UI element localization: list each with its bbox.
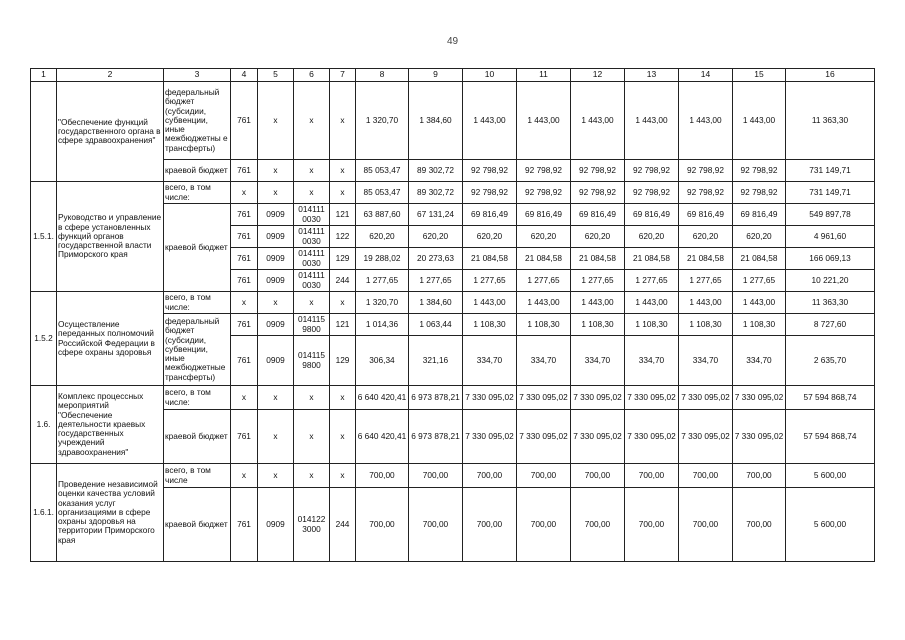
target-article-cell: 014111 0030 [294,204,330,226]
year-value-cell: 700,00 [463,488,517,562]
year-value-cell: 700,00 [356,464,409,488]
year-value-cell: 1 443,00 [517,82,571,160]
year-value-cell: 700,00 [571,464,625,488]
table-row [31,182,875,204]
total-cell: 57 594 868,74 [786,410,875,464]
year-value-cell: 69 816,49 [517,204,571,226]
year-value-cell: 69 816,49 [463,204,517,226]
header-row [31,69,875,82]
expense-type-cell: 244 [330,488,356,562]
year-value-cell: 6 973 878,21 [409,410,463,464]
year-value-cell: 1 320,70 [356,82,409,160]
year-value-cell: 21 084,58 [463,248,517,270]
total-cell: 11 363,30 [786,292,875,314]
section-code-cell: х [258,82,294,160]
total-cell: 2 635,70 [786,336,875,386]
year-value-cell: 69 816,49 [625,204,679,226]
section-code-cell: х [258,386,294,410]
grbs-code-cell: 761 [231,204,258,226]
target-article-cell: х [294,160,330,182]
grbs-code-cell: х [231,464,258,488]
section-code-cell: 0909 [258,488,294,562]
year-value-cell: 1 277,65 [679,270,733,292]
year-value-cell: 92 798,92 [517,182,571,204]
expense-type-cell: 122 [330,226,356,248]
year-value-cell: 7 330 095,02 [679,410,733,464]
item-number-cell: 1.6. [31,386,57,464]
expense-type-cell: х [330,82,356,160]
section-code-cell: 0909 [258,314,294,336]
expense-type-cell: х [330,160,356,182]
year-value-cell: 1 443,00 [463,292,517,314]
year-value-cell: 21 084,58 [679,248,733,270]
year-value-cell: 92 798,92 [517,160,571,182]
funding-source-cell: краевой бюджет [164,410,231,464]
funding-source-cell: всего, в том числе: [164,182,231,204]
year-value-cell: 7 330 095,02 [625,410,679,464]
year-value-cell: 1 108,30 [733,314,786,336]
year-value-cell: 69 816,49 [733,204,786,226]
year-value-cell: 1 443,00 [733,292,786,314]
grbs-code-cell: 761 [231,488,258,562]
target-article-cell: 014115 9800 [294,314,330,336]
header-cell: 14 [679,69,733,82]
year-value-cell: 1 108,30 [625,314,679,336]
target-article-cell: 014122 3000 [294,488,330,562]
year-value-cell: 620,20 [625,226,679,248]
item-name-cell: "Обеспечение функций государственного органа в сфере здравоохранения" [57,82,164,182]
year-value-cell: 334,70 [625,336,679,386]
section-code-cell: 0909 [258,204,294,226]
year-value-cell: 1 014,36 [356,314,409,336]
expense-type-cell: 129 [330,248,356,270]
year-value-cell: 1 443,00 [571,82,625,160]
year-value-cell: 1 108,30 [517,314,571,336]
expense-type-cell: 244 [330,270,356,292]
year-value-cell: 1 277,65 [571,270,625,292]
total-cell: 5 600,00 [786,464,875,488]
year-value-cell: 1 384,60 [409,292,463,314]
target-article-cell: 014111 0030 [294,270,330,292]
year-value-cell: 1 277,65 [517,270,571,292]
year-value-cell: 1 108,30 [463,314,517,336]
total-cell: 10 221,20 [786,270,875,292]
item-number-cell: 1.5.2 [31,292,57,386]
year-value-cell: 1 277,65 [625,270,679,292]
header-cell: 9 [409,69,463,82]
table-row [31,82,875,160]
grbs-code-cell: х [231,182,258,204]
year-value-cell: 7 330 095,02 [463,410,517,464]
section-code-cell: 0909 [258,270,294,292]
year-value-cell: 620,20 [733,226,786,248]
funding-source-cell: всего, в том числе: [164,292,231,314]
item-name-cell: Руководство и управление в сфере установленных функций органов государственной власти Приморского края [57,182,164,292]
header-cell: 3 [164,69,231,82]
year-value-cell: 1 108,30 [679,314,733,336]
year-value-cell: 6 640 420,41 [356,386,409,410]
grbs-code-cell: х [231,292,258,314]
total-cell: 8 727,60 [786,314,875,336]
year-value-cell: 620,20 [571,226,625,248]
year-value-cell: 85 053,47 [356,182,409,204]
year-value-cell: 700,00 [409,464,463,488]
header-cell: 16 [786,69,875,82]
target-article-cell: х [294,82,330,160]
year-value-cell: 334,70 [517,336,571,386]
expense-type-cell: х [330,182,356,204]
target-article-cell: х [294,464,330,488]
year-value-cell: 1 277,65 [463,270,517,292]
year-value-cell: 1 443,00 [463,82,517,160]
funding-source-cell: всего, в том числе: [164,386,231,410]
year-value-cell: 6 973 878,21 [409,386,463,410]
grbs-code-cell: 761 [231,160,258,182]
header-cell: 15 [733,69,786,82]
target-article-cell: х [294,292,330,314]
item-name-cell: Проведение независимой оценки качества условий оказания услуг организациями в сфере охраны здоровья на территории Приморского края [57,464,164,562]
year-value-cell: 19 288,02 [356,248,409,270]
year-value-cell: 63 887,60 [356,204,409,226]
section-code-cell: 0909 [258,336,294,386]
year-value-cell: 1 443,00 [679,292,733,314]
target-article-cell: 014115 9800 [294,336,330,386]
year-value-cell: 92 798,92 [679,182,733,204]
expense-type-cell: 121 [330,314,356,336]
year-value-cell: 7 330 095,02 [463,386,517,410]
target-article-cell: х [294,182,330,204]
year-value-cell: 69 816,49 [679,204,733,226]
year-value-cell: 620,20 [679,226,733,248]
expense-type-cell: х [330,410,356,464]
year-value-cell: 92 798,92 [625,182,679,204]
funding-source-cell: федеральный бюджет (субсидии, субвенции, иные межбюджетные трансферты) [164,314,231,386]
year-value-cell: 700,00 [356,488,409,562]
header-cell: 5 [258,69,294,82]
year-value-cell: 1 384,60 [409,82,463,160]
year-value-cell: 7 330 095,02 [733,386,786,410]
year-value-cell: 92 798,92 [733,182,786,204]
year-value-cell: 1 443,00 [625,82,679,160]
grbs-code-cell: 761 [231,226,258,248]
item-name-cell: Комплекс процессных мероприятий "Обеспечение деятельности краевых государственных учреждений здравоохранения" [57,386,164,464]
year-value-cell: 92 798,92 [679,160,733,182]
year-value-cell: 1 277,65 [356,270,409,292]
total-cell: 166 069,13 [786,248,875,270]
year-value-cell: 700,00 [463,464,517,488]
year-value-cell: 700,00 [409,488,463,562]
funding-source-cell: краевой бюджет [164,160,231,182]
grbs-code-cell: 761 [231,82,258,160]
year-value-cell: 92 798,92 [625,160,679,182]
expense-type-cell: 129 [330,336,356,386]
target-article-cell: 014111 0030 [294,248,330,270]
header-cell: 13 [625,69,679,82]
year-value-cell: 700,00 [517,488,571,562]
year-value-cell: 1 443,00 [733,82,786,160]
year-value-cell: 620,20 [409,226,463,248]
year-value-cell: 700,00 [679,464,733,488]
year-value-cell: 7 330 095,02 [733,410,786,464]
header-cell: 6 [294,69,330,82]
year-value-cell: 89 302,72 [409,182,463,204]
year-value-cell: 89 302,72 [409,160,463,182]
header-cell: 10 [463,69,517,82]
total-cell: 731 149,71 [786,182,875,204]
year-value-cell: 1 320,70 [356,292,409,314]
table-row [31,292,875,314]
year-value-cell: 334,70 [733,336,786,386]
year-value-cell: 700,00 [679,488,733,562]
header-cell: 1 [31,69,57,82]
grbs-code-cell: 761 [231,270,258,292]
target-article-cell: 014111 0030 [294,226,330,248]
year-value-cell: 20 273,63 [409,248,463,270]
grbs-code-cell: 761 [231,314,258,336]
section-code-cell: х [258,410,294,464]
year-value-cell: 1 443,00 [679,82,733,160]
grbs-code-cell: х [231,386,258,410]
section-code-cell: 0909 [258,226,294,248]
year-value-cell: 6 640 420,41 [356,410,409,464]
year-value-cell: 700,00 [625,464,679,488]
year-value-cell: 700,00 [733,464,786,488]
total-cell: 731 149,71 [786,160,875,182]
year-value-cell: 306,34 [356,336,409,386]
year-value-cell: 21 084,58 [517,248,571,270]
item-number-cell: 1.6.1. [31,464,57,562]
year-value-cell: 21 084,58 [625,248,679,270]
section-code-cell: 0909 [258,248,294,270]
year-value-cell: 1 277,65 [409,270,463,292]
target-article-cell: х [294,410,330,464]
table-row [31,464,875,488]
year-value-cell: 21 084,58 [733,248,786,270]
page-number: 49 [446,36,459,47]
target-article-cell: х [294,386,330,410]
year-value-cell: 7 330 095,02 [517,386,571,410]
year-value-cell: 700,00 [571,488,625,562]
expense-type-cell: х [330,386,356,410]
year-value-cell: 620,20 [356,226,409,248]
funding-source-cell: краевой бюджет [164,488,231,562]
item-number-cell [31,82,57,182]
year-value-cell: 92 798,92 [733,160,786,182]
section-code-cell: х [258,160,294,182]
total-cell: 57 594 868,74 [786,386,875,410]
total-cell: 5 600,00 [786,488,875,562]
grbs-code-cell: 761 [231,410,258,464]
year-value-cell: 321,16 [409,336,463,386]
year-value-cell: 7 330 095,02 [625,386,679,410]
year-value-cell: 7 330 095,02 [517,410,571,464]
year-value-cell: 334,70 [679,336,733,386]
year-value-cell: 1 443,00 [571,292,625,314]
expense-type-cell: х [330,464,356,488]
item-name-cell: Осуществление переданных полномочий Российской Федерации в сфере охраны здоровья [57,292,164,386]
section-code-cell: х [258,464,294,488]
total-cell: 4 961,60 [786,226,875,248]
total-cell: 549 897,78 [786,204,875,226]
table-row [31,386,875,410]
header-cell: 11 [517,69,571,82]
year-value-cell: 7 330 095,02 [679,386,733,410]
funding-source-cell: всего, в том числе [164,464,231,488]
year-value-cell: 1 277,65 [733,270,786,292]
year-value-cell: 92 798,92 [463,182,517,204]
year-value-cell: 7 330 095,02 [571,386,625,410]
header-cell: 7 [330,69,356,82]
year-value-cell: 700,00 [517,464,571,488]
grbs-code-cell: 761 [231,336,258,386]
year-value-cell: 620,20 [463,226,517,248]
year-value-cell: 700,00 [625,488,679,562]
year-value-cell: 7 330 095,02 [571,410,625,464]
year-value-cell: 334,70 [571,336,625,386]
year-value-cell: 1 063,44 [409,314,463,336]
year-value-cell: 334,70 [463,336,517,386]
funding-source-cell: краевой бюджет [164,204,231,292]
section-code-cell: х [258,182,294,204]
expense-type-cell: х [330,292,356,314]
section-code-cell: х [258,292,294,314]
year-value-cell: 69 816,49 [571,204,625,226]
header-cell: 8 [356,69,409,82]
year-value-cell: 620,20 [517,226,571,248]
year-value-cell: 85 053,47 [356,160,409,182]
year-value-cell: 21 084,58 [571,248,625,270]
year-value-cell: 92 798,92 [571,160,625,182]
year-value-cell: 92 798,92 [463,160,517,182]
header-cell: 12 [571,69,625,82]
grbs-code-cell: 761 [231,248,258,270]
header-cell: 2 [57,69,164,82]
expense-type-cell: 121 [330,204,356,226]
year-value-cell: 700,00 [733,488,786,562]
year-value-cell: 1 443,00 [625,292,679,314]
year-value-cell: 1 443,00 [517,292,571,314]
year-value-cell: 67 131,24 [409,204,463,226]
year-value-cell: 92 798,92 [571,182,625,204]
total-cell: 11 363,30 [786,82,875,160]
header-cell: 4 [231,69,258,82]
funding-source-cell: федеральный бюджет (субсидии, субвенции, иные межбюджетны е трансферты) [164,82,231,160]
budget-table [30,68,875,562]
item-number-cell: 1.5.1. [31,182,57,292]
year-value-cell: 1 108,30 [571,314,625,336]
